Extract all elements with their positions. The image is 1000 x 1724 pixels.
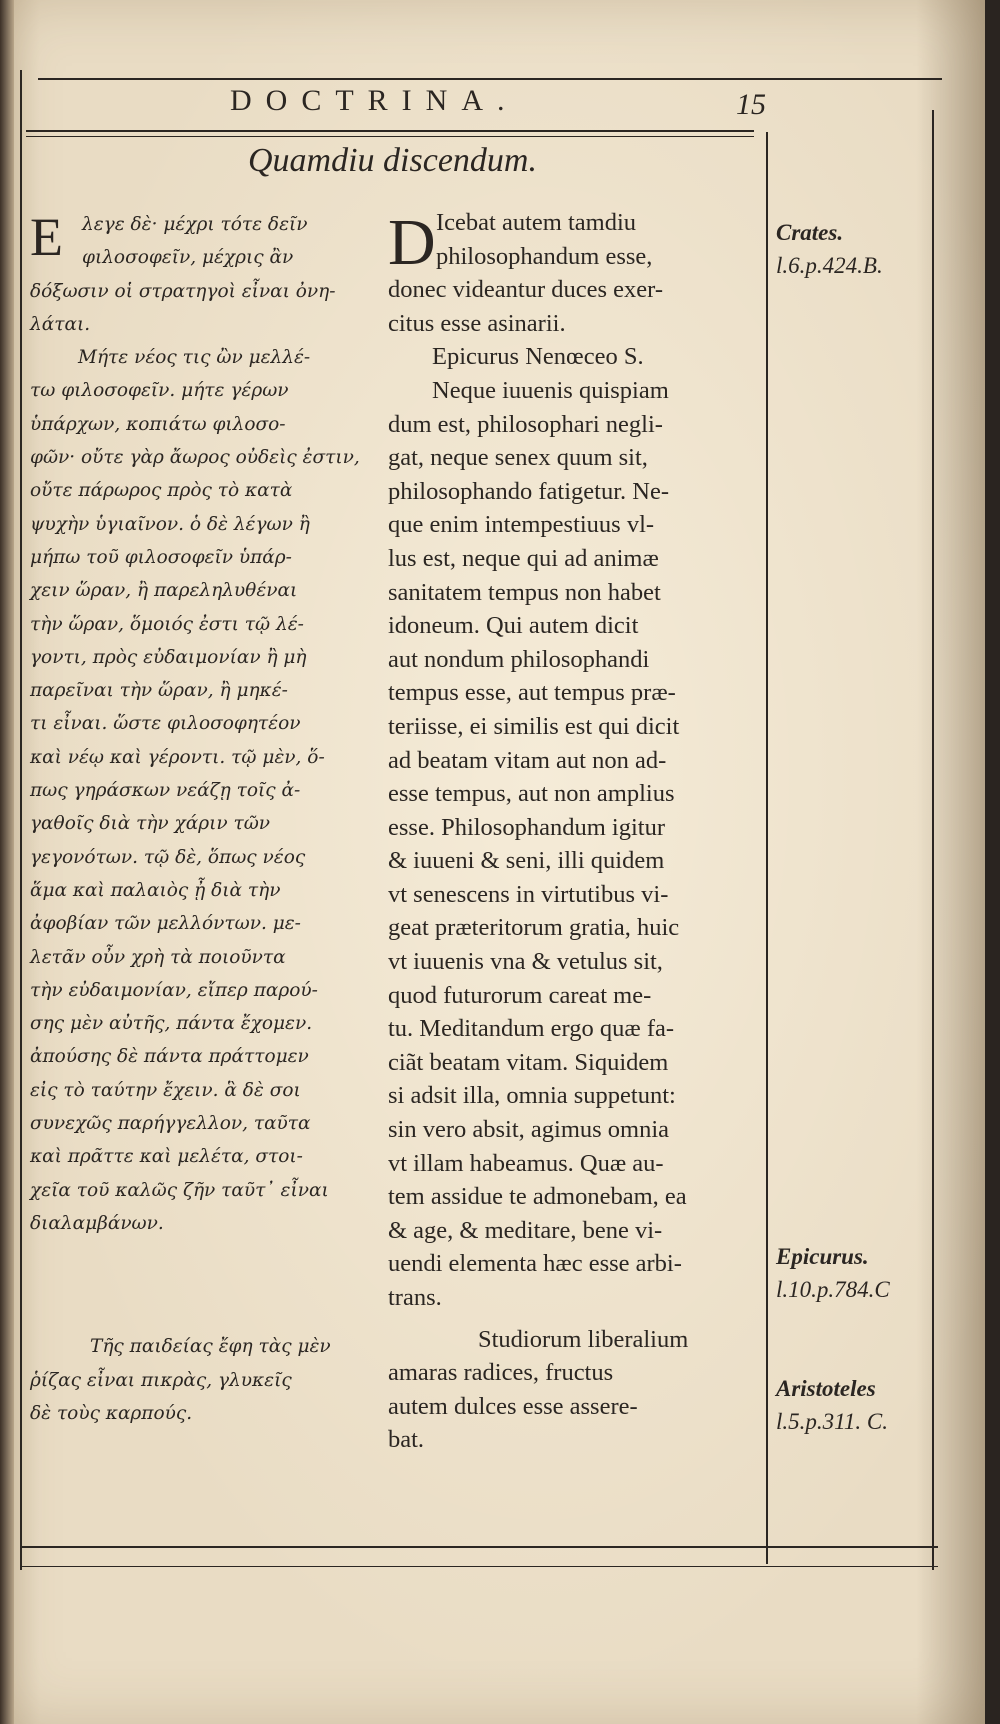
latin-line: sanitatem tempus non habet: [388, 578, 661, 606]
latin-quote-line: autem dulces esse assere-: [388, 1392, 638, 1420]
greek-line: φῶν· οὔτε γὰρ ἄωρος οὐδεὶς ἐστιν,: [30, 447, 360, 469]
greek-line: μήπω τοῦ φιλοσοφεῖν ὑπάρ-: [30, 546, 292, 568]
latin-line: ciãt beatam vitam. Siquidem: [388, 1048, 669, 1076]
latin-line: trans.: [388, 1284, 442, 1311]
margin-note-author: Crates.: [776, 220, 844, 245]
margin-note-author: Epicurus.: [776, 1244, 869, 1269]
greek-column: [30, 208, 370, 1430]
greek-line: χειν ὥραν, ἢ παρεληλυθέναι: [30, 580, 298, 602]
latin-quote-line: Studiorum liberalium: [478, 1325, 689, 1353]
greek-line: ἀφοβίαν τῶν μελλόντων. με-: [30, 913, 301, 935]
latin-line: geat præteritorum gratia, huic: [388, 914, 680, 942]
greek-line: γεγονότων. τῷ δὲ, ὅπως νέος: [30, 846, 306, 868]
greek-line: τω φιλοσοφεῖν. μήτε γέρων: [30, 380, 289, 402]
head-rule-2: [26, 136, 754, 137]
page-number: 15: [736, 88, 766, 121]
greek-line: Μήτε νέος τις ὢν μελλέ-: [78, 347, 311, 369]
greek-line: χεῖα τοῦ καλῶς ζῆν ταῦτ᾽ εἶναι: [30, 1179, 329, 1201]
latin-line: sin vero absit, agimus omnia: [388, 1116, 670, 1144]
latin-line: dum est, philosophari negli-: [388, 410, 663, 438]
head-rule: [26, 130, 754, 132]
column-divider: [766, 132, 768, 1564]
running-head: DOCTRINA.: [230, 84, 519, 117]
latin-line: esse tempus, aut non amplius: [388, 780, 675, 808]
left-frame-rule: [20, 70, 22, 1570]
latin-dropcap: D: [388, 206, 436, 279]
margin-note-reference: l.6.p.424.B.: [776, 253, 883, 278]
greek-line: οὔτε πάρωρος πρὸς τὸ κατὰ: [30, 480, 293, 502]
latin-line: que enim intempestiuus vl-: [388, 511, 655, 539]
latin-line: aut nondum philosophandi: [388, 645, 650, 673]
greek-quote-line: ῥίζας εἶναι πικρὰς, γλυκεῖς: [30, 1369, 292, 1391]
margin-note-reference: l.10.p.784.C: [776, 1277, 890, 1302]
latin-letter-heading: Epicurus Nenœceo S.: [432, 343, 644, 371]
greek-line: διαλαμβάνων.: [30, 1212, 164, 1234]
greek-line-text: λεγε δὲ· μέχρι τότε δεῖν: [82, 214, 308, 235]
latin-line: donec videantur duces exer-: [388, 276, 664, 304]
latin-line: vt senescens in virtutibus vi-: [388, 880, 669, 908]
latin-line: gat, neque senex quum sit,: [388, 444, 648, 472]
latin-line: citus esse asinarii.: [388, 309, 566, 337]
latin-line: vt iuuenis vna & vetulus sit,: [388, 948, 663, 976]
greek-line: ἅμα καὶ παλαιὸς ᾖ διὰ τὴν: [30, 879, 281, 901]
bottom-rule: [20, 1546, 938, 1548]
greek-line: παρεῖναι τὴν ὥραν, ἢ μηκέ-: [30, 680, 288, 702]
greek-line: λετᾶν οὖν χρὴ τὰ ποιοῦντα: [30, 946, 286, 968]
latin-line: tem assidue te admonebam, ea: [388, 1183, 687, 1211]
latin-line: & iuueni & seni, illi quidem: [388, 847, 665, 875]
greek-dropcap: E: [30, 207, 63, 267]
margin-note: [776, 216, 883, 282]
latin-line: uendi elementa hæc esse arbi-: [388, 1250, 682, 1278]
greek-line: ψυχὴν ὑγιαῖνον. ὁ δὲ λέγων ἢ: [30, 513, 310, 535]
latin-line: idoneum. Qui autem dicit: [388, 612, 639, 640]
latin-quote-line: amaras radices, fructus: [388, 1359, 614, 1387]
latin-line: philosophando fatigetur. Ne-: [388, 477, 670, 505]
latin-line: Neque iuuenis quispiam: [432, 376, 669, 404]
greek-line: καὶ πρᾶττε καὶ μελέτα, στοι-: [30, 1146, 303, 1168]
greek-line: πως γηράσκων νεάζῃ τοῖς ἀ-: [30, 780, 301, 802]
latin-line: esse. Philosophandum igitur: [388, 813, 665, 841]
latin-line: ad beatam vitam aut non ad-: [388, 746, 667, 774]
latin-line: tu. Meditandum ergo quæ fa-: [388, 1015, 675, 1043]
top-rule: [38, 78, 942, 80]
greek-line: συνεχῶς παρήγγελλον, ταῦτα: [30, 1113, 311, 1135]
greek-quote-line: Τῆς παιδείας ἔφη τὰς μὲν: [90, 1336, 331, 1358]
latin-line: si adsit illa, omnia suppetunt:: [388, 1082, 676, 1110]
greek-line: τὴν εὐδαιμονίαν, εἴπερ παρού-: [30, 979, 318, 1001]
greek-line: γοντι, πρὸς εὐδαιμονίαν ἢ μὴ: [30, 646, 307, 668]
margin-note: [776, 1372, 888, 1438]
latin-line: quod futurorum careat me-: [388, 981, 652, 1009]
greek-line: ὑπάρχων, κοπιάτω φιλοσο-: [30, 413, 286, 435]
book-spine-shadow: [0, 0, 14, 1724]
greek-line: καὶ νέῳ καὶ γέροντι. τῷ μὲν, ὅ-: [30, 746, 325, 768]
greek-line: φιλοσοφεῖν, μέχρις ἂν: [82, 247, 294, 269]
latin-line: lus est, neque qui ad animæ: [388, 544, 659, 572]
greek-line: ἀπούσης δὲ πάντα πράττομεν: [30, 1046, 309, 1068]
latin-line: & age, & meditare, bene vi-: [388, 1216, 663, 1244]
greek-line: τι εἶναι. ὥστε φιλοσοφητέον: [30, 713, 301, 735]
greek-line: τὴν ὥραν, ὅμοιός ἐστι τῷ λέ-: [30, 613, 304, 635]
greek-line: εἰς τὸ ταύτην ἔχειν. ἃ δὲ σοι: [30, 1079, 301, 1101]
margin-note: [776, 1240, 890, 1306]
bottom-rule-2: [20, 1566, 938, 1567]
latin-line: vt illam habeamus. Quæ au-: [388, 1149, 664, 1177]
section-title: Quamdiu discendum.: [248, 142, 537, 179]
latin-line-text: Icebat autem tamdiu: [436, 209, 636, 236]
greek-line: δόξωσιν οἱ στρατηγοὶ εἶναι ὀνη-: [30, 280, 336, 302]
latin-quote-line: bat.: [388, 1426, 425, 1454]
right-frame-rule: [932, 110, 934, 1570]
latin-line: philosophandum esse,: [436, 242, 653, 270]
greek-line: σης μὲν αὐτῆς, πάντα ἔχομεν.: [30, 1013, 313, 1035]
margin-note-author: Aristoteles: [776, 1376, 876, 1401]
greek-line: λάται.: [30, 313, 91, 335]
margin-note-reference: l.5.p.311. C.: [776, 1409, 889, 1434]
latin-line: teriisse, ei similis est qui dicit: [388, 712, 680, 740]
latin-line: tempus esse, aut tempus præ-: [388, 679, 676, 707]
latin-column: [388, 206, 762, 1457]
greek-line: γαθοῖς διὰ τὴν χάριν τῶν: [30, 813, 271, 835]
greek-quote-line: δὲ τοὺς καρπούς.: [30, 1402, 193, 1424]
